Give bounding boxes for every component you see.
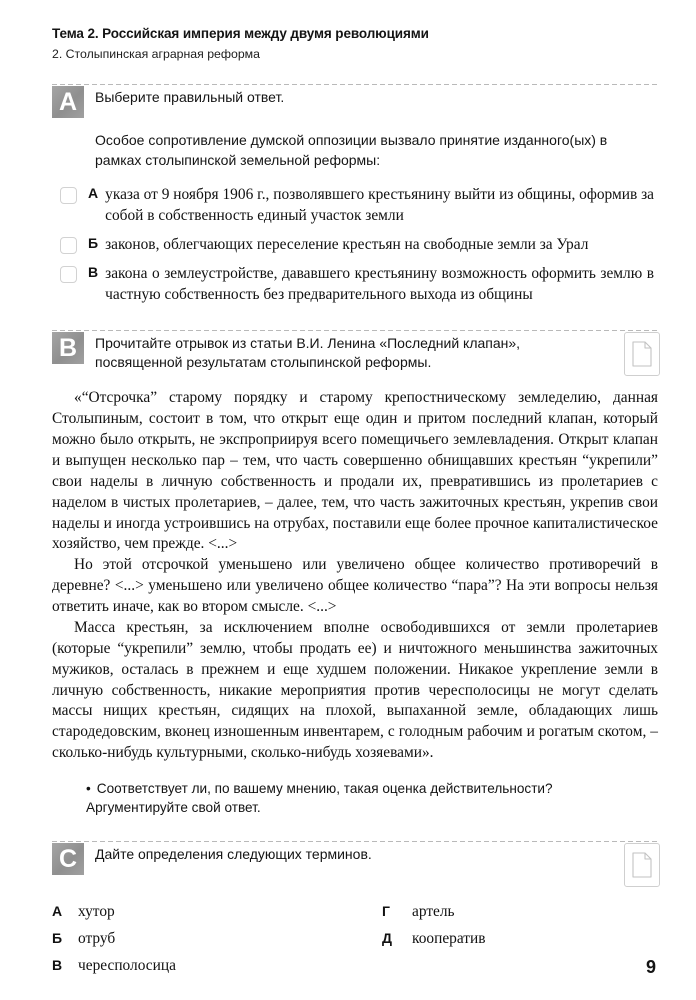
section-c (52, 841, 660, 975)
term-letter: Д (382, 930, 392, 947)
section-c-instruction: Дайте определения следующих терминов. (95, 846, 372, 863)
document-icon (624, 843, 660, 887)
term-word: артель (412, 903, 455, 921)
term-item (52, 903, 382, 921)
option-letter: А (88, 184, 99, 201)
section-badge-b: B (52, 332, 84, 364)
answer-options (60, 184, 660, 305)
option-text: закона о землеустройстве, дававшего крестьянину возможность оформить землю в частную собственность без предварительного выхода из общины (105, 265, 654, 304)
answer-checkbox[interactable] (60, 266, 77, 283)
subtopic-title: 2. Столыпинская аграрная реформа (52, 46, 260, 61)
term-letter: Г (382, 903, 390, 920)
term-letter: А (52, 903, 63, 920)
term-word: хутор (78, 903, 115, 921)
section-a-prompt: Особое сопротивление думской оппозиции вызвало принятие изданного(ых) в рамках столыпинской земельной реформы: (95, 132, 608, 168)
term-item (382, 930, 660, 948)
section-c-header (52, 842, 660, 887)
term-item-empty (382, 957, 660, 975)
option-letter: Б (88, 235, 99, 252)
option-letter: В (88, 264, 99, 281)
term-letter: Б (52, 930, 63, 947)
followup-question (86, 779, 660, 817)
section-b-header (52, 331, 660, 376)
quote-paragraph: Но этой отсрочкой уменьшено или увеличено общее количество противоречий в деревне? <...> уменьшено или увеличено общее количество “пара”? На эти вопросы нельзя ответить иначе, как во втором смысле. <...> (52, 556, 658, 616)
term-word: отруб (78, 930, 116, 948)
section-a (52, 84, 660, 305)
term-letter: В (52, 957, 63, 974)
term-item (52, 957, 382, 975)
quote-paragraph: Масса крестьян, за исключением вполне освободившихся от земли пролетариев (которые “укрепили” землю, чтобы продать ее) и ничтожного меньшинства зажиточных мужиков, осталась в прежнем и еще худшем положении. Никакое укрепление земли в личную собственность, никакие мероприятия против чересполосицы не могут сделать массы нищих крестьян, сидящих на плохой, выпаханной земле, обладающих лишь стародедовским, вконец изношенным инвентарем, с голодным рабочим и рогатым скотом, – сколько-нибудь культурными, сколько-нибудь хозяевами». (52, 618, 658, 762)
quotation-text (52, 388, 660, 764)
term-word: чересполосица (78, 957, 176, 975)
option-text: указа от 9 ноября 1906 г., позволявшего крестьянину выйти из общины, оформив за собой в собственность единый участок земли (105, 185, 654, 224)
answer-checkbox[interactable] (60, 237, 77, 254)
term-item (382, 903, 660, 921)
page-header (52, 26, 660, 62)
section-badge-a: A (52, 86, 84, 118)
term-item (52, 930, 382, 948)
section-badge-c: C (52, 843, 84, 875)
option-text: законов, облегчающих переселение крестьян на свободные земли за Урал (105, 236, 589, 254)
answer-option[interactable] (60, 234, 660, 255)
section-a-instruction: Выберите правильный ответ. (95, 89, 285, 106)
section-b-instruction: Прочитайте отрывок из статьи В.И. Ленина «Последний клапан», посвященной результатам столыпинской реформы. (95, 335, 521, 370)
section-b (52, 330, 660, 817)
term-word: кооператив (412, 930, 486, 948)
answer-option[interactable] (60, 263, 660, 305)
page-number: 9 (645, 957, 656, 977)
section-a-header (52, 85, 660, 118)
terms-list (52, 903, 660, 975)
bullet-icon: • (86, 781, 91, 797)
document-icon (624, 332, 660, 376)
answer-option[interactable] (60, 184, 660, 226)
followup-text: Соответствует ли, по вашему мнению, такая оценка действительности? Аргументируйте свой ответ. (86, 781, 553, 816)
quote-paragraph: «“Отсрочка” старому порядку и старому крепостническому земледелию, данная Столыпиным, состоит в том, что открыт еще один и притом последний клапан, который можно было открыть, не экспроприируя всего помещичьего землевладения. Открыт клапан и выпущен несколько пар – тем, что часть совершенно обнищавших крестьян “укрепили” свои наделы в личную собственность и продали их, превратившись из пролетариев с наделом в чистых пролетариев, – далее, тем, что часть зажиточных крестьян, укрепив свои наделы и иногда устроившись на отрубах, поставили еще более прочное капиталистическое хозяйство, чем прежде. <...> (52, 389, 658, 553)
topic-title: Тема 2. Российская империя между двумя революциями (52, 26, 429, 41)
answer-checkbox[interactable] (60, 187, 77, 204)
